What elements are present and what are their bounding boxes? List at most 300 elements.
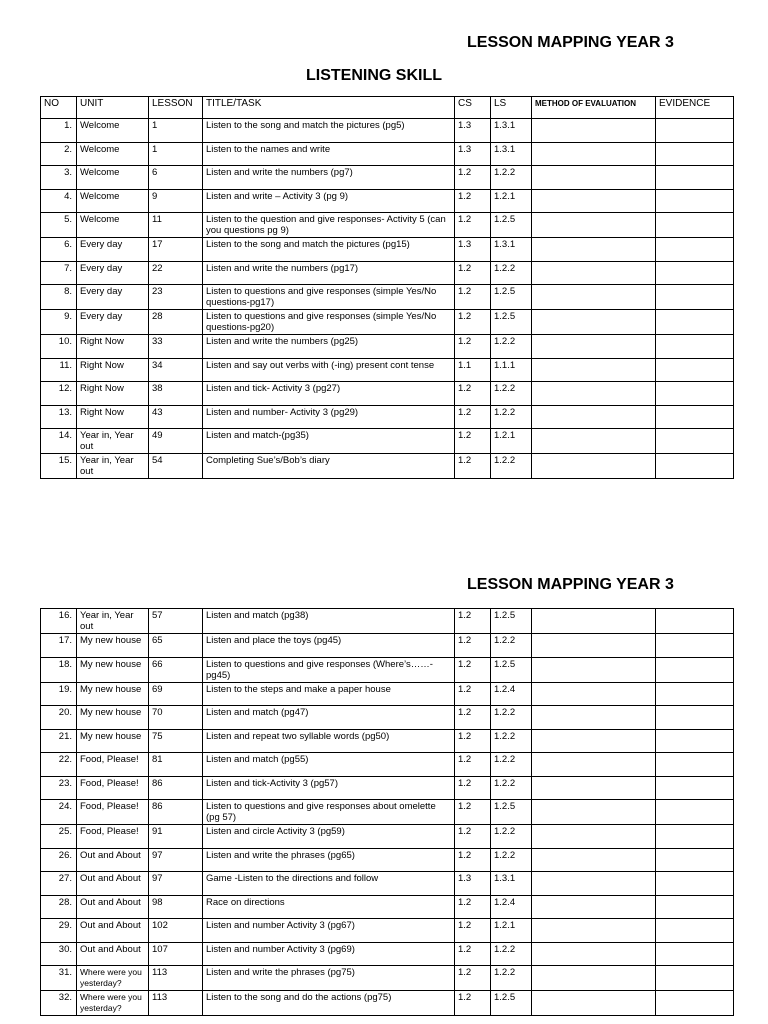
ls-cell: 1.2.5: [491, 310, 532, 335]
unit-cell: Food, Please!: [77, 825, 149, 849]
row-number: 18.: [41, 657, 77, 682]
cs-cell: 1.3: [455, 119, 491, 143]
method-cell: [532, 657, 656, 682]
table-row: [41, 800, 734, 825]
method-cell: [532, 405, 656, 429]
task-cell: Listen and tick-Activity 3 (pg57): [203, 776, 455, 800]
task-cell: Listen and write the phrases (pg65): [203, 848, 455, 872]
row-number: 7.: [41, 261, 77, 285]
table-row: [41, 238, 734, 262]
unit-cell: My new house: [77, 634, 149, 658]
ls-cell: 1.2.5: [491, 285, 532, 310]
cs-cell: 1.2: [455, 261, 491, 285]
method-cell: [532, 142, 656, 166]
ls-cell: 1.2.2: [491, 335, 532, 359]
evidence-cell: [656, 895, 734, 919]
lesson-cell: 107: [149, 942, 203, 966]
method-cell: [532, 919, 656, 943]
task-cell: Listen to questions and give responses (simple Yes/No questions-pg17): [203, 285, 455, 310]
evidence-cell: [656, 825, 734, 849]
table-row: [41, 706, 734, 730]
task-cell: Listen to the song and match the pictures (pg5): [203, 119, 455, 143]
cs-cell: 1.3: [455, 142, 491, 166]
header-method: METHOD OF EVALUATION: [532, 97, 656, 119]
lesson-cell: 17: [149, 238, 203, 262]
cs-cell: 1.2: [455, 776, 491, 800]
task-cell: Listen to the question and give responses- Activity 5 (can you questions pg 9): [203, 213, 455, 238]
table-header-row: [41, 97, 734, 119]
task-cell: Listen and write the numbers (pg17): [203, 261, 455, 285]
task-cell: Listen and write – Activity 3 (pg 9): [203, 189, 455, 213]
unit-cell: Right Now: [77, 335, 149, 359]
table-row: [41, 285, 734, 310]
evidence-cell: [656, 919, 734, 943]
cs-cell: 1.2: [455, 189, 491, 213]
ls-cell: 1.2.5: [491, 800, 532, 825]
method-cell: [532, 213, 656, 238]
lesson-cell: 66: [149, 657, 203, 682]
task-cell: Completing Sue’s/Bob’s diary: [203, 454, 455, 479]
evidence-cell: [656, 310, 734, 335]
evidence-cell: [656, 848, 734, 872]
task-cell: Listen and match (pg55): [203, 753, 455, 777]
row-number: 29.: [41, 919, 77, 943]
evidence-cell: [656, 942, 734, 966]
header-evidence: EVIDENCE: [656, 97, 734, 119]
table-row: [41, 848, 734, 872]
method-cell: [532, 753, 656, 777]
table-row: [41, 335, 734, 359]
task-cell: Game -Listen to the directions and follow: [203, 872, 455, 896]
row-number: 22.: [41, 753, 77, 777]
lesson-cell: 6: [149, 166, 203, 190]
cs-cell: 1.2: [455, 657, 491, 682]
unit-cell: Out and About: [77, 872, 149, 896]
page-title: LESSON MAPPING YEAR 3: [467, 34, 674, 51]
evidence-cell: [656, 119, 734, 143]
ls-cell: 1.2.2: [491, 848, 532, 872]
row-number: 17.: [41, 634, 77, 658]
lesson-cell: 23: [149, 285, 203, 310]
method-cell: [532, 991, 656, 1016]
method-cell: [532, 634, 656, 658]
lesson-cell: 86: [149, 800, 203, 825]
ls-cell: 1.2.1: [491, 429, 532, 454]
table-row: [41, 429, 734, 454]
lesson-cell: 70: [149, 706, 203, 730]
evidence-cell: [656, 335, 734, 359]
method-cell: [532, 238, 656, 262]
table-row: [41, 753, 734, 777]
row-number: 1.: [41, 119, 77, 143]
lesson-cell: 34: [149, 358, 203, 382]
task-cell: Listen to the steps and make a paper house: [203, 682, 455, 706]
lesson-table-1: [40, 96, 734, 479]
lesson-cell: 75: [149, 729, 203, 753]
row-number: 6.: [41, 238, 77, 262]
row-number: 27.: [41, 872, 77, 896]
cs-cell: 1.2: [455, 706, 491, 730]
lesson-cell: 97: [149, 872, 203, 896]
row-number: 24.: [41, 800, 77, 825]
page-title-2: LESSON MAPPING YEAR 3: [467, 576, 674, 593]
cs-cell: 1.2: [455, 335, 491, 359]
unit-cell: Out and About: [77, 942, 149, 966]
evidence-cell: [656, 358, 734, 382]
lesson-cell: 65: [149, 634, 203, 658]
task-cell: Listen and place the toys (pg45): [203, 634, 455, 658]
method-cell: [532, 706, 656, 730]
evidence-cell: [656, 454, 734, 479]
evidence-cell: [656, 706, 734, 730]
evidence-cell: [656, 682, 734, 706]
cs-cell: 1.2: [455, 634, 491, 658]
unit-cell: Where were you yesterday?: [77, 966, 149, 991]
evidence-cell: [656, 776, 734, 800]
unit-cell: Food, Please!: [77, 800, 149, 825]
task-cell: Listen and say out verbs with (-ing) present cont tense: [203, 358, 455, 382]
row-number: 31.: [41, 966, 77, 991]
unit-cell: Every day: [77, 261, 149, 285]
unit-cell: Welcome: [77, 213, 149, 238]
method-cell: [532, 729, 656, 753]
evidence-cell: [656, 166, 734, 190]
table-row: [41, 166, 734, 190]
ls-cell: 1.3.1: [491, 142, 532, 166]
task-cell: Listen to the song and do the actions (pg75): [203, 991, 455, 1016]
row-number: 30.: [41, 942, 77, 966]
ls-cell: 1.2.2: [491, 776, 532, 800]
lesson-cell: 33: [149, 335, 203, 359]
row-number: 19.: [41, 682, 77, 706]
ls-cell: 1.2.1: [491, 189, 532, 213]
unit-cell: Food, Please!: [77, 753, 149, 777]
evidence-cell: [656, 429, 734, 454]
row-number: 12.: [41, 382, 77, 406]
ls-cell: 1.2.2: [491, 634, 532, 658]
cs-cell: 1.2: [455, 800, 491, 825]
ls-cell: 1.2.2: [491, 825, 532, 849]
ls-cell: 1.3.1: [491, 119, 532, 143]
header-lesson: LESSON: [149, 97, 203, 119]
unit-cell: Every day: [77, 310, 149, 335]
ls-cell: 1.2.2: [491, 942, 532, 966]
unit-cell: My new house: [77, 706, 149, 730]
lesson-cell: 9: [149, 189, 203, 213]
table-row: [41, 119, 734, 143]
method-cell: [532, 825, 656, 849]
task-cell: Listen to questions and give responses (simple Yes/No questions-pg20): [203, 310, 455, 335]
row-number: 26.: [41, 848, 77, 872]
cs-cell: 1.2: [455, 991, 491, 1016]
unit-cell: Year in, Year out: [77, 609, 149, 634]
evidence-cell: [656, 189, 734, 213]
evidence-cell: [656, 991, 734, 1016]
evidence-cell: [656, 753, 734, 777]
lesson-cell: 49: [149, 429, 203, 454]
lesson-cell: 86: [149, 776, 203, 800]
row-number: 25.: [41, 825, 77, 849]
task-cell: Listen and write the numbers (pg25): [203, 335, 455, 359]
table-row: [41, 776, 734, 800]
cs-cell: 1.2: [455, 942, 491, 966]
page-subtitle: LISTENING SKILL: [306, 67, 442, 84]
task-cell: Race on directions: [203, 895, 455, 919]
evidence-cell: [656, 285, 734, 310]
row-number: 9.: [41, 310, 77, 335]
evidence-cell: [656, 729, 734, 753]
table-row: [41, 966, 734, 991]
ls-cell: 1.2.2: [491, 261, 532, 285]
cs-cell: 1.2: [455, 966, 491, 991]
evidence-cell: [656, 657, 734, 682]
cs-cell: 1.2: [455, 729, 491, 753]
ls-cell: 1.2.5: [491, 991, 532, 1016]
method-cell: [532, 454, 656, 479]
ls-cell: 1.2.2: [491, 454, 532, 479]
method-cell: [532, 189, 656, 213]
row-number: 16.: [41, 609, 77, 634]
header-no: NO: [41, 97, 77, 119]
unit-cell: Every day: [77, 238, 149, 262]
row-number: 4.: [41, 189, 77, 213]
row-number: 20.: [41, 706, 77, 730]
table-row: [41, 895, 734, 919]
lesson-cell: 69: [149, 682, 203, 706]
task-cell: Listen and circle Activity 3 (pg59): [203, 825, 455, 849]
row-number: 28.: [41, 895, 77, 919]
cs-cell: 1.2: [455, 825, 491, 849]
method-cell: [532, 261, 656, 285]
header-unit: UNIT: [77, 97, 149, 119]
table-row: [41, 142, 734, 166]
cs-cell: 1.2: [455, 382, 491, 406]
cs-cell: 1.2: [455, 895, 491, 919]
task-cell: Listen to the names and write: [203, 142, 455, 166]
unit-cell: My new house: [77, 682, 149, 706]
unit-cell: Out and About: [77, 895, 149, 919]
method-cell: [532, 429, 656, 454]
row-number: 10.: [41, 335, 77, 359]
cs-cell: 1.2: [455, 285, 491, 310]
unit-cell: Every day: [77, 285, 149, 310]
header-task: TITLE/TASK: [203, 97, 455, 119]
table-row: [41, 261, 734, 285]
lesson-cell: 54: [149, 454, 203, 479]
task-cell: Listen and write the phrases (pg75): [203, 966, 455, 991]
row-number: 2.: [41, 142, 77, 166]
task-cell: Listen and number Activity 3 (pg67): [203, 919, 455, 943]
method-cell: [532, 872, 656, 896]
table-row: [41, 942, 734, 966]
ls-cell: 1.2.2: [491, 706, 532, 730]
method-cell: [532, 895, 656, 919]
ls-cell: 1.2.2: [491, 729, 532, 753]
evidence-cell: [656, 609, 734, 634]
evidence-cell: [656, 872, 734, 896]
header-ls: LS: [491, 97, 532, 119]
row-number: 8.: [41, 285, 77, 310]
method-cell: [532, 285, 656, 310]
method-cell: [532, 966, 656, 991]
ls-cell: 1.2.1: [491, 919, 532, 943]
cs-cell: 1.2: [455, 753, 491, 777]
lesson-cell: 57: [149, 609, 203, 634]
row-number: 11.: [41, 358, 77, 382]
lesson-cell: 43: [149, 405, 203, 429]
method-cell: [532, 382, 656, 406]
evidence-cell: [656, 634, 734, 658]
table-row: [41, 919, 734, 943]
lesson-cell: 98: [149, 895, 203, 919]
evidence-cell: [656, 142, 734, 166]
ls-cell: 1.2.2: [491, 405, 532, 429]
unit-cell: Welcome: [77, 119, 149, 143]
task-cell: Listen and tick- Activity 3 (pg27): [203, 382, 455, 406]
row-number: 13.: [41, 405, 77, 429]
lesson-cell: 1: [149, 119, 203, 143]
ls-cell: 1.2.2: [491, 753, 532, 777]
row-number: 15.: [41, 454, 77, 479]
lesson-cell: 91: [149, 825, 203, 849]
task-cell: Listen and repeat two syllable words (pg50): [203, 729, 455, 753]
table-row: [41, 729, 734, 753]
cs-cell: 1.2: [455, 429, 491, 454]
task-cell: Listen to questions and give responses (Where’s……-pg45): [203, 657, 455, 682]
method-cell: [532, 358, 656, 382]
row-number: 14.: [41, 429, 77, 454]
ls-cell: 1.2.5: [491, 609, 532, 634]
table-row: [41, 991, 734, 1016]
evidence-cell: [656, 213, 734, 238]
lesson-table-2: [40, 608, 734, 1016]
cs-cell: 1.2: [455, 454, 491, 479]
table-row: [41, 657, 734, 682]
unit-cell: Year in, Year out: [77, 429, 149, 454]
table-row: [41, 189, 734, 213]
method-cell: [532, 609, 656, 634]
evidence-cell: [656, 800, 734, 825]
cs-cell: 1.2: [455, 848, 491, 872]
ls-cell: 1.2.2: [491, 966, 532, 991]
cs-cell: 1.2: [455, 609, 491, 634]
ls-cell: 1.1.1: [491, 358, 532, 382]
ls-cell: 1.2.4: [491, 895, 532, 919]
ls-cell: 1.3.1: [491, 872, 532, 896]
evidence-cell: [656, 261, 734, 285]
cs-cell: 1.1: [455, 358, 491, 382]
method-cell: [532, 776, 656, 800]
lesson-cell: 1: [149, 142, 203, 166]
unit-cell: My new house: [77, 657, 149, 682]
method-cell: [532, 119, 656, 143]
row-number: 3.: [41, 166, 77, 190]
lesson-cell: 113: [149, 991, 203, 1016]
lesson-cell: 11: [149, 213, 203, 238]
method-cell: [532, 335, 656, 359]
table-row: [41, 310, 734, 335]
lesson-cell: 28: [149, 310, 203, 335]
task-cell: Listen and match-(pg35): [203, 429, 455, 454]
method-cell: [532, 848, 656, 872]
ls-cell: 1.2.5: [491, 657, 532, 682]
task-cell: Listen and number- Activity 3 (pg29): [203, 405, 455, 429]
unit-cell: Welcome: [77, 142, 149, 166]
cs-cell: 1.2: [455, 166, 491, 190]
unit-cell: Right Now: [77, 358, 149, 382]
cs-cell: 1.3: [455, 238, 491, 262]
table-row: [41, 358, 734, 382]
row-number: 32.: [41, 991, 77, 1016]
cs-cell: 1.2: [455, 310, 491, 335]
cs-cell: 1.2: [455, 919, 491, 943]
table-row: [41, 825, 734, 849]
cs-cell: 1.3: [455, 872, 491, 896]
ls-cell: 1.3.1: [491, 238, 532, 262]
task-cell: Listen and write the numbers (pg7): [203, 166, 455, 190]
cs-cell: 1.2: [455, 405, 491, 429]
lesson-cell: 102: [149, 919, 203, 943]
unit-cell: Out and About: [77, 919, 149, 943]
evidence-cell: [656, 238, 734, 262]
cs-cell: 1.2: [455, 213, 491, 238]
ls-cell: 1.2.2: [491, 382, 532, 406]
lesson-cell: 38: [149, 382, 203, 406]
unit-cell: Where were you yesterday?: [77, 991, 149, 1016]
row-number: 23.: [41, 776, 77, 800]
unit-cell: Year in, Year out: [77, 454, 149, 479]
evidence-cell: [656, 405, 734, 429]
table-row: [41, 634, 734, 658]
method-cell: [532, 310, 656, 335]
method-cell: [532, 942, 656, 966]
table-row: [41, 454, 734, 479]
table-row: [41, 682, 734, 706]
task-cell: Listen and match (pg38): [203, 609, 455, 634]
table-row: [41, 382, 734, 406]
lesson-cell: 97: [149, 848, 203, 872]
unit-cell: Welcome: [77, 189, 149, 213]
cs-cell: 1.2: [455, 682, 491, 706]
method-cell: [532, 166, 656, 190]
unit-cell: Out and About: [77, 848, 149, 872]
lesson-cell: 113: [149, 966, 203, 991]
lesson-cell: 22: [149, 261, 203, 285]
table-row: [41, 405, 734, 429]
row-number: 21.: [41, 729, 77, 753]
unit-cell: Food, Please!: [77, 776, 149, 800]
evidence-cell: [656, 382, 734, 406]
unit-cell: Right Now: [77, 405, 149, 429]
table-row: [41, 872, 734, 896]
task-cell: Listen to questions and give responses about omelette (pg 57): [203, 800, 455, 825]
task-cell: Listen and match (pg47): [203, 706, 455, 730]
ls-cell: 1.2.4: [491, 682, 532, 706]
evidence-cell: [656, 966, 734, 991]
task-cell: Listen and number Activity 3 (pg69): [203, 942, 455, 966]
table-row: [41, 213, 734, 238]
unit-cell: My new house: [77, 729, 149, 753]
header-cs: CS: [455, 97, 491, 119]
row-number: 5.: [41, 213, 77, 238]
ls-cell: 1.2.5: [491, 213, 532, 238]
method-cell: [532, 800, 656, 825]
table-row: [41, 609, 734, 634]
unit-cell: Right Now: [77, 382, 149, 406]
unit-cell: Welcome: [77, 166, 149, 190]
task-cell: Listen to the song and match the pictures (pg15): [203, 238, 455, 262]
lesson-cell: 81: [149, 753, 203, 777]
